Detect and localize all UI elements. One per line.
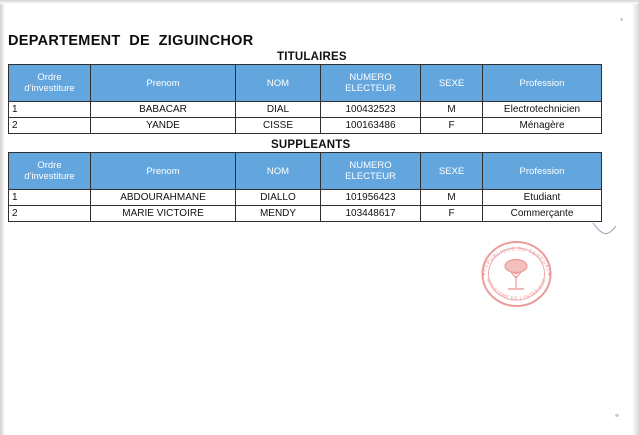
cell-nom: DIAL (236, 102, 321, 118)
cell-sexe: F (421, 206, 483, 222)
cell-sexe: F (421, 118, 483, 134)
table-row (9, 206, 602, 222)
table-suppleants (8, 152, 602, 222)
scan-speck (615, 414, 619, 417)
column-header-numero-electeur: NUMERO ELECTEUR (321, 65, 421, 102)
official-stamp (474, 238, 559, 310)
cell-prenom: ABDOURAHMANE (91, 190, 236, 206)
column-header-nom: NOM (236, 153, 321, 190)
cell-numero-electeur: 100163486 (321, 118, 421, 134)
cell-prenom: MARIE VICTOIRE (91, 206, 236, 222)
cell-prenom: YANDE (91, 118, 236, 134)
column-header-ordre: Ordre d'investiture (9, 153, 91, 190)
cell-numero-electeur: 101956423 (321, 190, 421, 206)
column-header-sexe: SEXE (421, 65, 483, 102)
table-header-row (9, 153, 602, 190)
cell-ordre: 1 (9, 102, 91, 118)
cell-ordre: 2 (9, 206, 91, 222)
column-header-numero-electeur: NUMERO ELECTEUR (321, 153, 421, 190)
table-header-row (9, 65, 602, 102)
table-titulaires (8, 64, 602, 134)
cell-sexe: M (421, 190, 483, 206)
column-header-nom: NOM (236, 65, 321, 102)
cell-profession: Commerçante (483, 206, 602, 222)
table-row (9, 190, 602, 206)
scan-speck (620, 18, 623, 21)
cell-ordre: 2 (9, 118, 91, 134)
cell-profession: Etudiant (483, 190, 602, 206)
page-title: DEPARTEMENT DE ZIGUINCHOR (8, 33, 254, 49)
cell-prenom: BABACAR (91, 102, 236, 118)
column-header-prenom: Prenom (91, 65, 236, 102)
table-row (9, 102, 602, 118)
table-row (9, 118, 602, 134)
scan-edge-left (0, 0, 5, 435)
column-header-prenom: Prenom (91, 153, 236, 190)
cell-profession: Ménagère (483, 118, 602, 134)
column-header-profession: Profession (483, 153, 602, 190)
cell-profession: Electrotechnicien (483, 102, 602, 118)
column-header-ordre: Ordre d'investiture (9, 65, 91, 102)
cell-nom: DIALLO (236, 190, 321, 206)
scan-edge-right (632, 0, 639, 435)
svg-text:MINISTERE DE L'INTERIEUR: MINISTERE DE L'INTERIEUR (484, 277, 549, 302)
column-header-profession: Profession (483, 65, 602, 102)
cell-ordre: 1 (9, 190, 91, 206)
pen-mark (592, 222, 620, 246)
cell-numero-electeur: 100432523 (321, 102, 421, 118)
svg-text:REPUBLIQUE DU SENEGAL: REPUBLIQUE DU SENEGAL (481, 246, 552, 273)
cell-nom: MENDY (236, 206, 321, 222)
scan-edge-top (0, 0, 639, 4)
section-caption-titulaires: TITULAIRES (277, 51, 347, 63)
column-header-sexe: SEXE (421, 153, 483, 190)
cell-sexe: M (421, 102, 483, 118)
section-caption-suppleants: SUPPLEANTS (271, 139, 351, 151)
cell-numero-electeur: 103448617 (321, 206, 421, 222)
cell-nom: CISSE (236, 118, 321, 134)
